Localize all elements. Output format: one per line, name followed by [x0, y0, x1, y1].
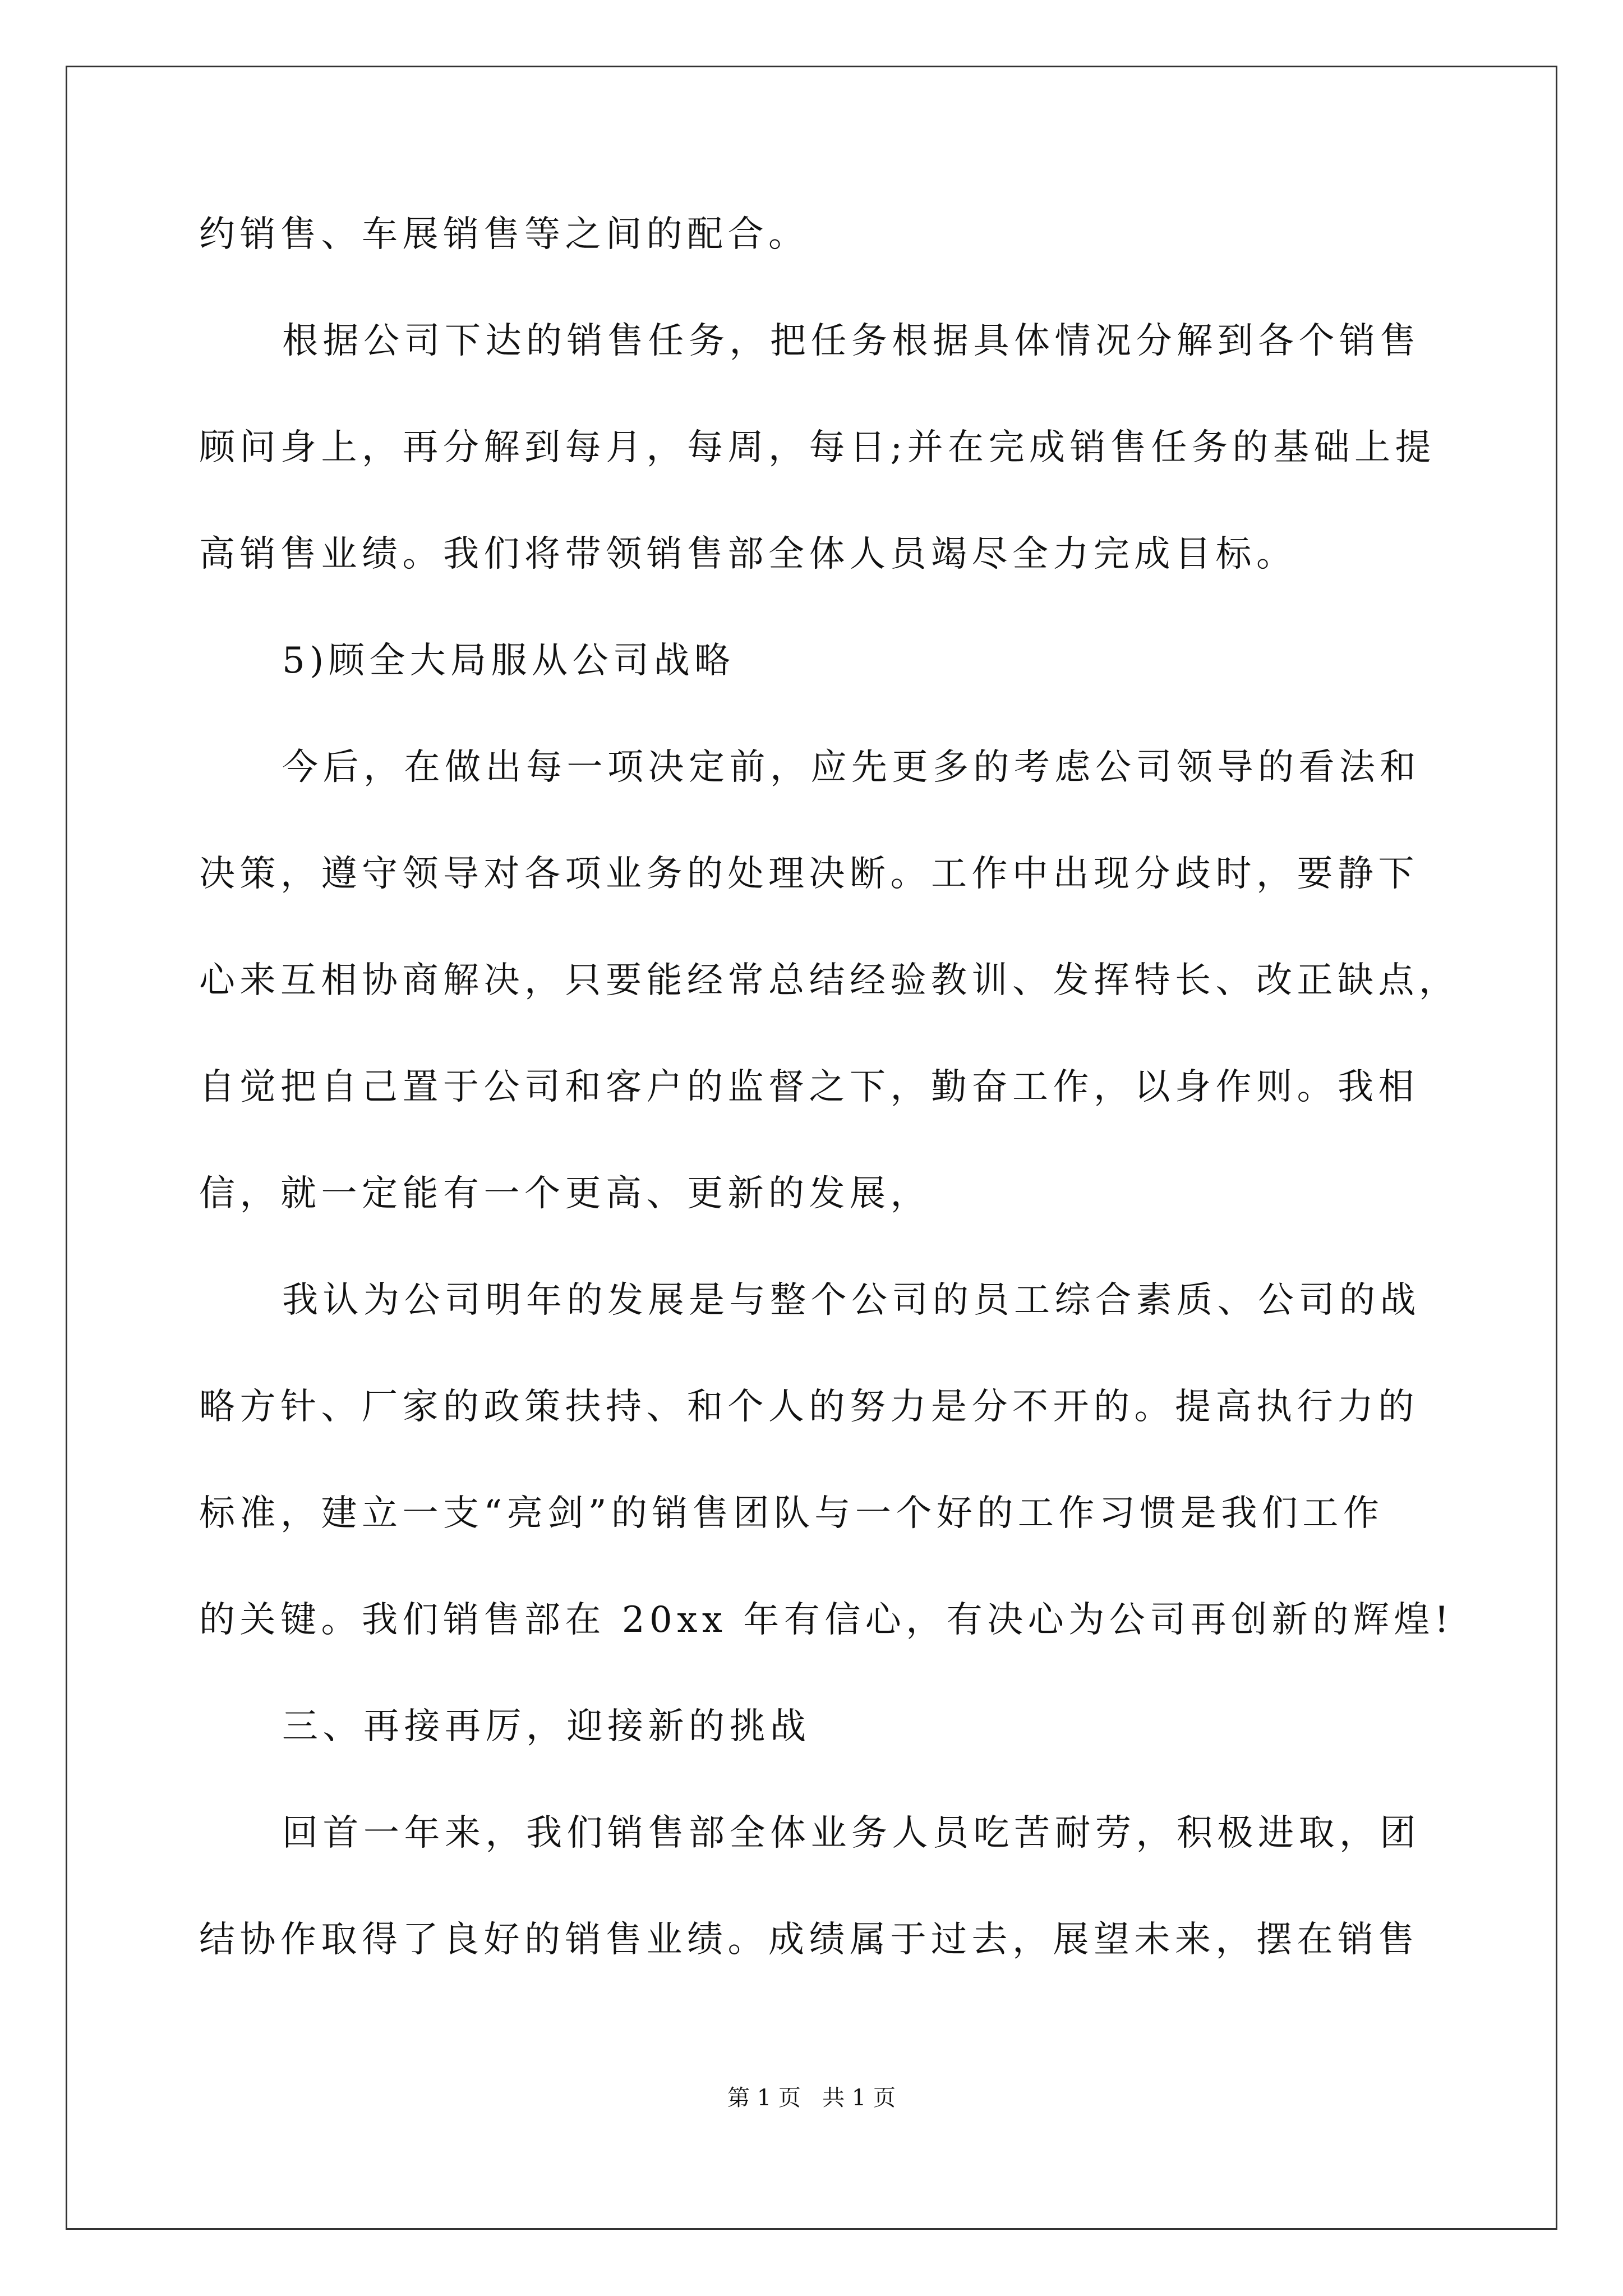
text-line-4: 高销售业绩。我们将带领销售部全体人员竭尽全力完成目标。 [199, 533, 1297, 575]
section-heading-three: 三、再接再厉，迎接新的挑战 [282, 1706, 811, 1747]
text-line-10: 信，就一定能有一个更高、更新的发展， [199, 1173, 931, 1214]
text-line-16: 回首一年来，我们销售部全体业务人员吃苦耐劳，积极进取，团 [282, 1812, 1421, 1854]
text-line-3: 顾问身上，再分解到每月，每周，每日;并在完成销售任务的基础上提 [199, 427, 1436, 468]
text-line-13: 标准，建立一支“亮剑”的销售团队与一个好的工作习惯是我们工作 [199, 1493, 1384, 1534]
text-line-2: 根据公司下达的销售任务，把任务根据具体情况分解到各个销售 [282, 320, 1421, 362]
page-border [66, 66, 1557, 2230]
text-line-7: 决策，遵守领导对各项业务的处理决断。工作中出现分歧时，要静下 [199, 853, 1419, 895]
text-line-12: 略方针、厂家的政策扶持、和个人的努力是分不开的。提高执行力的 [199, 1386, 1419, 1428]
page-footer: 第 1 页 共 1 页 [727, 2085, 896, 2111]
text-line-9: 自觉把自己置于公司和客户的监督之下，勤奋工作，以身作则。我相 [199, 1066, 1419, 1108]
text-line-14: 的关键。我们销售部在 20xx 年有信心，有决心为公司再创新的辉煌! [199, 1599, 1454, 1641]
text-line-1: 约销售、车展销售等之间的配合。 [199, 214, 809, 255]
text-line-8: 心来互相协商解决，只要能经常总结经验教训、发挥特长、改正缺点， [199, 960, 1460, 1001]
text-line-6: 今后，在做出每一项决定前，应先更多的考虑公司领导的看法和 [282, 747, 1421, 788]
text-line-11: 我认为公司明年的发展是与整个公司的员工综合素质、公司的战 [282, 1280, 1421, 1321]
text-line-17: 结协作取得了良好的销售业绩。成绩属于过去，展望未来，摆在销售 [199, 1919, 1419, 1961]
section-heading-5: 5)顾全大局服从公司战略 [282, 640, 735, 682]
